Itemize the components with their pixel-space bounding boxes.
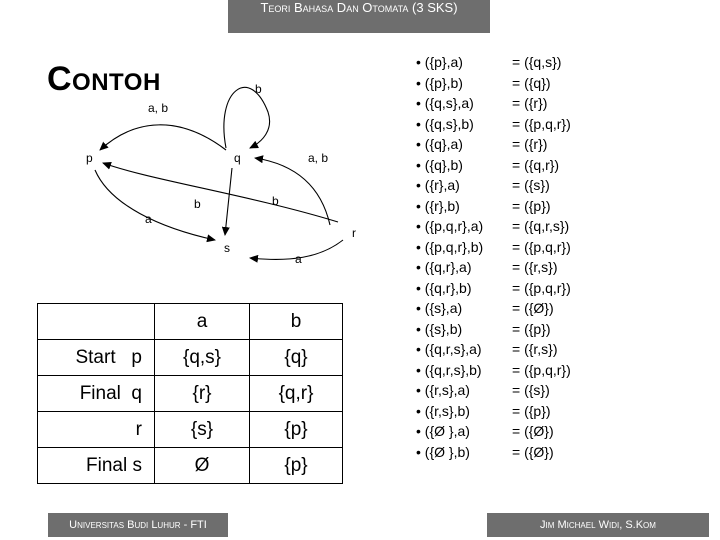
transition-left: • ({q,s},b) [416,115,474,132]
footer-university [48,513,228,537]
state-q: q [234,151,241,165]
table-row [38,340,343,376]
transition-right: = ({q,r,s}) [512,218,570,234]
transition-right: = ({p,q,r}) [512,361,571,378]
transition-right: = ({r}) [512,136,548,152]
table-row [38,376,343,412]
transition-left: • ({r},a) [416,177,460,193]
footer-author [487,513,709,537]
label-r-to-s: a [295,252,302,266]
edge-q-to-p [100,125,226,150]
edge-q-loop [224,87,270,148]
slide-title: Contoh [47,60,161,98]
transition-right: = ({p}) [512,402,551,419]
cell-b: {q,r} [250,376,343,412]
transition-left: • ({q,r},a) [416,259,472,275]
table-header-b: b [250,304,343,340]
transition-right: = ({Ø}) [512,300,554,316]
cell-b: {p} [250,412,343,448]
footer-right-text: Jim Michael Widi, S.Kom [540,519,656,531]
table-row [38,448,343,484]
edge-r-to-q [255,158,330,225]
transition-right: = ({s}) [512,177,550,193]
transition-right: = ({r}) [512,95,548,111]
transition-right: = ({p}) [512,320,551,337]
transition-right: = ({q}) [512,74,551,91]
label-q-loop: b [255,82,262,96]
label-q-to-p: a, b [148,101,169,115]
transition-left: • ({q,r,s},a) [416,341,482,357]
transition-right: = ({r,s}) [512,259,558,275]
transition-left: • ({q,r,s},b) [416,361,482,378]
cell-a: {q,s} [155,340,250,376]
transition-right: = ({Ø}) [512,443,554,460]
transition-table [37,303,343,484]
transition-right: = ({p,q,r}) [512,115,571,132]
transition-left: • ({p,q,r},b) [416,238,484,255]
transition-left: • ({r,s},b) [416,402,470,419]
footer-left-text: Universitas Budi Luhur - FTI [69,519,207,531]
table-corner-cell [38,304,155,340]
transition-left: • ({q},a) [416,136,463,152]
label-r-to-q: a, b [308,151,329,165]
course-title: Teori Bahasa Dan Otomata (3 SKS) [260,0,458,15]
row-label: Start p [38,340,155,376]
transition-left: • ({s},b) [416,320,463,337]
row-label: Final q [38,376,155,412]
state-p: p [86,151,93,165]
state-r: r [352,226,356,240]
table-header-row [38,304,343,340]
transition-left: • ({q},b) [416,156,463,173]
transition-right: = ({p,q,r}) [512,279,571,296]
transition-left: • ({p,q,r},a) [416,218,484,234]
row-label: r [38,412,155,448]
cell-a: {r} [155,376,250,412]
transition-right: = ({q,r}) [512,156,560,173]
cell-a: {s} [155,412,250,448]
edge-q-to-s [225,168,232,235]
label-r-to-p: b [272,194,279,208]
transition-right: = ({s}) [512,382,550,398]
label-p-to-s: a [145,212,152,226]
transition-left: • ({Ø },b) [416,443,470,460]
cell-a: Ø [155,448,250,484]
transition-right: = ({p}) [512,197,551,214]
transition-left: • ({r},b) [416,197,460,214]
transition-right: = ({p,q,r}) [512,238,571,255]
cell-b: {q} [250,340,343,376]
transition-right: = ({r,s}) [512,341,558,357]
row-label: Final s [38,448,155,484]
table-row [38,412,343,448]
label-q-to-s: b [194,197,201,211]
transition-right: = ({Ø}) [512,423,554,439]
transition-right: = ({q,s}) [512,54,562,70]
cell-b: {p} [250,448,343,484]
transition-left: • ({s},a) [416,300,463,316]
transition-left: • ({p},a) [416,54,463,70]
transition-left: • ({r,s},a) [416,382,470,398]
table-header-a: a [155,304,250,340]
transition-left: • ({q,s},a) [416,95,474,111]
transition-left: • ({q,r},b) [416,279,472,296]
transition-left: • ({Ø },a) [416,423,470,439]
transition-left: • ({p},b) [416,74,463,91]
state-s: s [224,241,230,255]
